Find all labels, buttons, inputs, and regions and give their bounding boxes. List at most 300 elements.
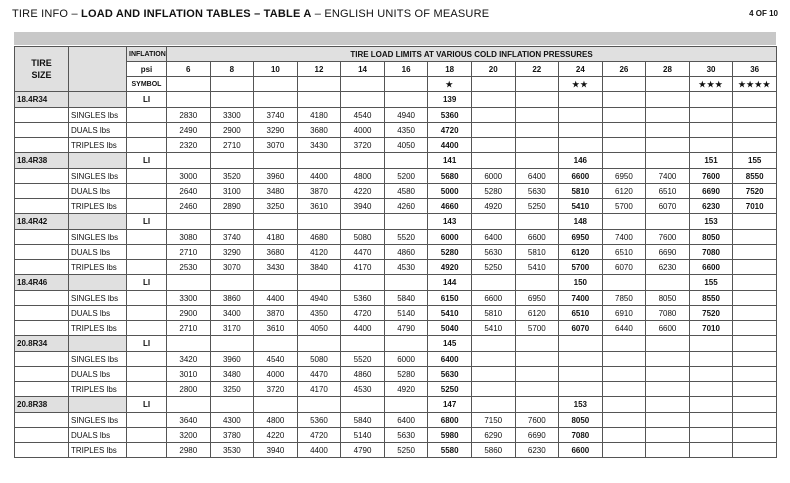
load-value-cell bbox=[646, 428, 690, 443]
load-value-cell: 3480 bbox=[254, 184, 298, 199]
load-index-cell: 153 bbox=[689, 214, 733, 230]
load-value-cell: 3480 bbox=[210, 367, 254, 382]
load-value-cell: 3960 bbox=[210, 352, 254, 367]
load-value-cell: 4920 bbox=[471, 199, 515, 214]
load-value-cell: 7600 bbox=[515, 413, 559, 428]
tire-size-name: 18.4R34 bbox=[15, 92, 69, 108]
load-value-cell bbox=[471, 138, 515, 153]
load-index-label: LI bbox=[127, 275, 167, 291]
empty-cell bbox=[15, 123, 69, 138]
load-value-cell: 5580 bbox=[428, 443, 472, 458]
pressure-header: 12 bbox=[297, 62, 341, 77]
load-row bbox=[15, 321, 777, 336]
load-value-cell bbox=[602, 443, 646, 458]
load-value-cell: 3400 bbox=[210, 306, 254, 321]
star-rating-cell bbox=[471, 77, 515, 92]
header-title: LOAD AND INFLATION TABLES – TABLE A bbox=[81, 8, 312, 20]
configuration-label: DUALS lbs bbox=[69, 428, 127, 443]
load-value-cell: 5840 bbox=[341, 413, 385, 428]
configuration-label: SINGLES lbs bbox=[69, 230, 127, 245]
load-value-cell: 5080 bbox=[341, 230, 385, 245]
load-value-cell bbox=[689, 382, 733, 397]
load-value-cell: 6290 bbox=[471, 428, 515, 443]
load-value-cell: 4350 bbox=[384, 123, 428, 138]
load-value-cell bbox=[733, 230, 777, 245]
load-value-cell: 3420 bbox=[167, 352, 211, 367]
tire-size-name: 18.4R46 bbox=[15, 275, 69, 291]
load-value-cell: 4790 bbox=[384, 321, 428, 336]
load-value-cell: 4170 bbox=[341, 260, 385, 275]
empty-cell bbox=[15, 184, 69, 199]
star-rating-cell bbox=[210, 77, 254, 92]
load-row bbox=[15, 230, 777, 245]
configuration-label: DUALS lbs bbox=[69, 306, 127, 321]
configuration-label: SINGLES lbs bbox=[69, 291, 127, 306]
load-index-cell bbox=[471, 92, 515, 108]
load-index-cell: 155 bbox=[689, 275, 733, 291]
star-rating-cell bbox=[515, 77, 559, 92]
load-value-cell: 2900 bbox=[167, 306, 211, 321]
load-index-cell bbox=[515, 92, 559, 108]
load-value-cell: 5280 bbox=[428, 245, 472, 260]
load-value-cell bbox=[559, 382, 603, 397]
load-row bbox=[15, 443, 777, 458]
empty-cell bbox=[127, 184, 167, 199]
load-value-cell: 3290 bbox=[210, 245, 254, 260]
load-index-cell bbox=[384, 397, 428, 413]
load-value-cell: 3010 bbox=[167, 367, 211, 382]
load-value-cell: 2890 bbox=[210, 199, 254, 214]
load-value-cell: 6440 bbox=[602, 321, 646, 336]
load-value-cell: 6150 bbox=[428, 291, 472, 306]
pressure-header: 18 bbox=[428, 62, 472, 77]
load-value-cell: 4050 bbox=[384, 138, 428, 153]
load-index-cell: 146 bbox=[559, 153, 603, 169]
load-value-cell bbox=[733, 321, 777, 336]
load-value-cell: 4400 bbox=[297, 169, 341, 184]
configuration-label: SINGLES lbs bbox=[69, 413, 127, 428]
load-index-cell bbox=[559, 336, 603, 352]
load-value-cell: 8050 bbox=[646, 291, 690, 306]
load-value-cell: 5080 bbox=[297, 352, 341, 367]
empty-cell bbox=[127, 245, 167, 260]
load-value-cell: 5700 bbox=[559, 260, 603, 275]
load-value-cell: 7520 bbox=[689, 306, 733, 321]
load-value-cell bbox=[733, 108, 777, 123]
load-value-cell: 4720 bbox=[428, 123, 472, 138]
load-value-cell bbox=[689, 108, 733, 123]
load-value-cell: 5810 bbox=[515, 245, 559, 260]
star-rating-cell: ★★★★ bbox=[733, 77, 777, 92]
load-value-cell: 7400 bbox=[602, 230, 646, 245]
load-value-cell: 8550 bbox=[689, 291, 733, 306]
load-index-cell bbox=[471, 397, 515, 413]
empty-cell bbox=[15, 382, 69, 397]
load-index-label: LI bbox=[127, 92, 167, 108]
configuration-label: DUALS lbs bbox=[69, 184, 127, 199]
load-value-cell: 3940 bbox=[341, 199, 385, 214]
load-value-cell: 6690 bbox=[646, 245, 690, 260]
load-value-cell: 3860 bbox=[210, 291, 254, 306]
load-value-cell: 4470 bbox=[341, 245, 385, 260]
load-value-cell: 4530 bbox=[341, 382, 385, 397]
configuration-label: TRIPLES lbs bbox=[69, 199, 127, 214]
empty-cell bbox=[15, 108, 69, 123]
load-value-cell: 6230 bbox=[689, 199, 733, 214]
load-value-cell bbox=[646, 138, 690, 153]
pressure-header: 16 bbox=[384, 62, 428, 77]
load-limits-group-header: TIRE LOAD LIMITS AT VARIOUS COLD INFLATION PRESSURES bbox=[167, 47, 777, 62]
load-value-cell: 7010 bbox=[733, 199, 777, 214]
empty-cell bbox=[15, 352, 69, 367]
load-value-cell: 5410 bbox=[515, 260, 559, 275]
load-value-cell bbox=[646, 443, 690, 458]
load-value-cell bbox=[602, 367, 646, 382]
load-value-cell: 5250 bbox=[384, 443, 428, 458]
load-value-cell: 6400 bbox=[384, 413, 428, 428]
load-value-cell: 5140 bbox=[341, 428, 385, 443]
load-value-cell bbox=[689, 428, 733, 443]
load-value-cell: 6950 bbox=[515, 291, 559, 306]
load-index-cell bbox=[341, 397, 385, 413]
empty-cell bbox=[15, 413, 69, 428]
load-value-cell: 3300 bbox=[167, 291, 211, 306]
load-value-cell: 7080 bbox=[689, 245, 733, 260]
load-value-cell: 6070 bbox=[602, 260, 646, 275]
load-row bbox=[15, 108, 777, 123]
load-index-cell bbox=[167, 397, 211, 413]
pressure-header: 30 bbox=[689, 62, 733, 77]
load-value-cell bbox=[602, 428, 646, 443]
load-value-cell: 4660 bbox=[428, 199, 472, 214]
pressure-header: 6 bbox=[167, 62, 211, 77]
empty-cell bbox=[127, 443, 167, 458]
configuration-label: DUALS lbs bbox=[69, 367, 127, 382]
load-index-cell: 144 bbox=[428, 275, 472, 291]
pressure-header: 20 bbox=[471, 62, 515, 77]
tire-size-row bbox=[15, 336, 777, 352]
empty-cell bbox=[127, 352, 167, 367]
load-value-cell: 4920 bbox=[384, 382, 428, 397]
empty-cell bbox=[69, 92, 127, 108]
load-index-cell bbox=[341, 214, 385, 230]
tire-size-name: 20.8R38 bbox=[15, 397, 69, 413]
load-index-cell bbox=[471, 275, 515, 291]
load-row bbox=[15, 291, 777, 306]
load-index-cell bbox=[297, 214, 341, 230]
pressure-header: 14 bbox=[341, 62, 385, 77]
load-index-cell bbox=[210, 275, 254, 291]
load-index-label: LI bbox=[127, 397, 167, 413]
load-value-cell: 3430 bbox=[297, 138, 341, 153]
empty-cell bbox=[15, 199, 69, 214]
load-index-cell bbox=[689, 92, 733, 108]
load-value-cell bbox=[559, 138, 603, 153]
load-value-cell: 3720 bbox=[341, 138, 385, 153]
tire-size-header: TIRE SIZE bbox=[15, 47, 69, 92]
load-value-cell: 5200 bbox=[384, 169, 428, 184]
page-number: 4 OF 10 bbox=[749, 9, 778, 18]
load-value-cell: 4790 bbox=[341, 443, 385, 458]
pressure-header: 36 bbox=[733, 62, 777, 77]
load-value-cell: 7080 bbox=[646, 306, 690, 321]
star-rating-cell bbox=[254, 77, 298, 92]
load-value-cell: 4400 bbox=[297, 443, 341, 458]
load-value-cell: 6510 bbox=[559, 306, 603, 321]
load-index-cell: 148 bbox=[559, 214, 603, 230]
load-index-cell bbox=[167, 336, 211, 352]
load-value-cell: 6070 bbox=[646, 199, 690, 214]
load-value-cell: 4350 bbox=[297, 306, 341, 321]
load-value-cell bbox=[602, 123, 646, 138]
load-value-cell: 3520 bbox=[210, 169, 254, 184]
load-value-cell: 3680 bbox=[297, 123, 341, 138]
tire-size-name: 20.8R34 bbox=[15, 336, 69, 352]
empty-cell bbox=[127, 413, 167, 428]
load-value-cell bbox=[515, 367, 559, 382]
load-index-cell bbox=[646, 92, 690, 108]
load-row bbox=[15, 367, 777, 382]
load-value-cell: 3000 bbox=[167, 169, 211, 184]
load-value-cell: 3870 bbox=[254, 306, 298, 321]
empty-cell bbox=[127, 230, 167, 245]
load-row bbox=[15, 123, 777, 138]
empty-cell bbox=[127, 428, 167, 443]
load-index-cell: 139 bbox=[428, 92, 472, 108]
load-value-cell: 8050 bbox=[559, 413, 603, 428]
load-value-cell: 3300 bbox=[210, 108, 254, 123]
load-value-cell: 6510 bbox=[602, 245, 646, 260]
configuration-label: TRIPLES lbs bbox=[69, 138, 127, 153]
load-value-cell: 2710 bbox=[167, 245, 211, 260]
load-index-cell bbox=[646, 397, 690, 413]
load-value-cell: 6400 bbox=[471, 230, 515, 245]
load-value-cell: 5410 bbox=[428, 306, 472, 321]
empty-cell bbox=[15, 260, 69, 275]
load-value-cell: 3070 bbox=[210, 260, 254, 275]
load-index-cell bbox=[602, 214, 646, 230]
empty-cell bbox=[127, 199, 167, 214]
load-value-cell bbox=[515, 123, 559, 138]
load-value-cell: 2320 bbox=[167, 138, 211, 153]
empty-cell bbox=[15, 306, 69, 321]
load-value-cell: 4300 bbox=[210, 413, 254, 428]
load-value-cell bbox=[689, 413, 733, 428]
load-value-cell: 2980 bbox=[167, 443, 211, 458]
load-index-cell bbox=[297, 153, 341, 169]
load-value-cell bbox=[689, 367, 733, 382]
load-value-cell: 3720 bbox=[254, 382, 298, 397]
load-value-cell: 6910 bbox=[602, 306, 646, 321]
load-value-cell bbox=[602, 413, 646, 428]
load-value-cell: 5860 bbox=[471, 443, 515, 458]
load-row bbox=[15, 138, 777, 153]
load-value-cell: 3640 bbox=[167, 413, 211, 428]
empty-cell bbox=[15, 169, 69, 184]
load-index-label: LI bbox=[127, 336, 167, 352]
star-rating-cell bbox=[384, 77, 428, 92]
load-value-cell bbox=[559, 123, 603, 138]
load-value-cell bbox=[471, 352, 515, 367]
load-index-cell: 151 bbox=[689, 153, 733, 169]
load-index-cell bbox=[254, 275, 298, 291]
load-value-cell: 5840 bbox=[384, 291, 428, 306]
load-index-cell bbox=[515, 336, 559, 352]
load-index-cell bbox=[254, 397, 298, 413]
empty-cell bbox=[127, 108, 167, 123]
empty-cell bbox=[15, 367, 69, 382]
header-row-symbol bbox=[15, 77, 777, 92]
load-value-cell: 4530 bbox=[384, 260, 428, 275]
load-index-cell bbox=[646, 214, 690, 230]
load-value-cell: 4400 bbox=[428, 138, 472, 153]
page-header bbox=[12, 8, 489, 20]
configuration-label: TRIPLES lbs bbox=[69, 260, 127, 275]
load-value-cell: 4470 bbox=[297, 367, 341, 382]
label-column-header bbox=[69, 47, 127, 92]
load-value-cell bbox=[733, 260, 777, 275]
load-index-cell bbox=[254, 336, 298, 352]
load-value-cell: 4180 bbox=[254, 230, 298, 245]
load-value-cell: 3780 bbox=[210, 428, 254, 443]
load-index-cell bbox=[559, 92, 603, 108]
load-value-cell: 6600 bbox=[559, 169, 603, 184]
load-value-cell bbox=[733, 413, 777, 428]
load-value-cell: 3870 bbox=[297, 184, 341, 199]
empty-cell bbox=[127, 260, 167, 275]
configuration-label: TRIPLES lbs bbox=[69, 321, 127, 336]
load-index-cell: 141 bbox=[428, 153, 472, 169]
load-value-cell: 6120 bbox=[515, 306, 559, 321]
load-value-cell: 5250 bbox=[471, 260, 515, 275]
load-index-cell: 150 bbox=[559, 275, 603, 291]
load-value-cell bbox=[559, 108, 603, 123]
load-value-cell bbox=[689, 138, 733, 153]
empty-cell bbox=[69, 153, 127, 169]
load-row bbox=[15, 306, 777, 321]
load-index-cell bbox=[733, 336, 777, 352]
load-index-cell bbox=[254, 214, 298, 230]
load-value-cell bbox=[733, 443, 777, 458]
load-value-cell: 6690 bbox=[515, 428, 559, 443]
load-index-cell: 155 bbox=[733, 153, 777, 169]
empty-cell bbox=[15, 443, 69, 458]
load-index-cell bbox=[384, 214, 428, 230]
load-value-cell: 6000 bbox=[428, 230, 472, 245]
load-row bbox=[15, 260, 777, 275]
load-value-cell: 4400 bbox=[254, 291, 298, 306]
load-value-cell: 4940 bbox=[384, 108, 428, 123]
empty-cell bbox=[15, 138, 69, 153]
load-value-cell bbox=[733, 138, 777, 153]
load-value-cell: 6950 bbox=[602, 169, 646, 184]
empty-cell bbox=[15, 321, 69, 336]
load-value-cell: 2530 bbox=[167, 260, 211, 275]
load-value-cell bbox=[646, 367, 690, 382]
load-value-cell: 3740 bbox=[254, 108, 298, 123]
load-value-cell: 6400 bbox=[515, 169, 559, 184]
load-value-cell bbox=[602, 138, 646, 153]
load-index-cell bbox=[254, 92, 298, 108]
load-value-cell: 6510 bbox=[646, 184, 690, 199]
load-value-cell: 6230 bbox=[646, 260, 690, 275]
load-value-cell: 6120 bbox=[602, 184, 646, 199]
psi-label: psi bbox=[127, 62, 167, 77]
load-value-cell: 4400 bbox=[341, 321, 385, 336]
configuration-label: SINGLES lbs bbox=[69, 108, 127, 123]
load-value-cell: 2830 bbox=[167, 108, 211, 123]
load-index-cell: 145 bbox=[428, 336, 472, 352]
load-index-cell bbox=[210, 397, 254, 413]
load-value-cell: 4260 bbox=[384, 199, 428, 214]
load-value-cell: 4180 bbox=[297, 108, 341, 123]
load-index-cell: 153 bbox=[559, 397, 603, 413]
empty-cell bbox=[69, 275, 127, 291]
load-index-cell bbox=[167, 153, 211, 169]
load-index-cell bbox=[384, 275, 428, 291]
load-value-cell: 5980 bbox=[428, 428, 472, 443]
load-value-cell: 5810 bbox=[559, 184, 603, 199]
load-value-cell: 4540 bbox=[254, 352, 298, 367]
load-value-cell: 3200 bbox=[167, 428, 211, 443]
load-inflation-table bbox=[14, 46, 777, 458]
load-value-cell: 5250 bbox=[428, 382, 472, 397]
load-value-cell: 7600 bbox=[689, 169, 733, 184]
configuration-label: DUALS lbs bbox=[69, 245, 127, 260]
load-value-cell: 5140 bbox=[384, 306, 428, 321]
load-value-cell: 4940 bbox=[297, 291, 341, 306]
load-value-cell bbox=[515, 138, 559, 153]
load-index-cell bbox=[602, 336, 646, 352]
load-index-cell bbox=[471, 153, 515, 169]
load-value-cell: 6070 bbox=[559, 321, 603, 336]
load-value-cell: 3610 bbox=[297, 199, 341, 214]
load-index-cell bbox=[471, 336, 515, 352]
tire-size-name: 18.4R42 bbox=[15, 214, 69, 230]
load-value-cell bbox=[646, 352, 690, 367]
load-value-cell: 5700 bbox=[602, 199, 646, 214]
load-value-cell: 2490 bbox=[167, 123, 211, 138]
load-index-cell bbox=[254, 153, 298, 169]
pressure-header: 24 bbox=[559, 62, 603, 77]
load-index-cell bbox=[515, 214, 559, 230]
load-index-cell bbox=[167, 275, 211, 291]
load-value-cell: 6000 bbox=[471, 169, 515, 184]
load-index-cell bbox=[210, 336, 254, 352]
load-value-cell: 3740 bbox=[210, 230, 254, 245]
load-value-cell: 6400 bbox=[428, 352, 472, 367]
load-value-cell bbox=[515, 108, 559, 123]
load-value-cell: 5360 bbox=[297, 413, 341, 428]
load-value-cell bbox=[471, 367, 515, 382]
header-row-psi bbox=[15, 62, 777, 77]
load-value-cell bbox=[733, 306, 777, 321]
pressure-header: 10 bbox=[254, 62, 298, 77]
load-value-cell: 3430 bbox=[254, 260, 298, 275]
tire-size-row bbox=[15, 214, 777, 230]
star-rating-cell bbox=[646, 77, 690, 92]
load-index-cell bbox=[384, 153, 428, 169]
load-index-cell bbox=[733, 397, 777, 413]
load-index-cell bbox=[297, 336, 341, 352]
load-value-cell: 8550 bbox=[733, 169, 777, 184]
load-value-cell: 2710 bbox=[167, 321, 211, 336]
tire-size-row bbox=[15, 92, 777, 108]
star-rating-cell: ★ bbox=[428, 77, 472, 92]
configuration-label: SINGLES lbs bbox=[69, 352, 127, 367]
load-value-cell: 2800 bbox=[167, 382, 211, 397]
load-value-cell bbox=[689, 123, 733, 138]
